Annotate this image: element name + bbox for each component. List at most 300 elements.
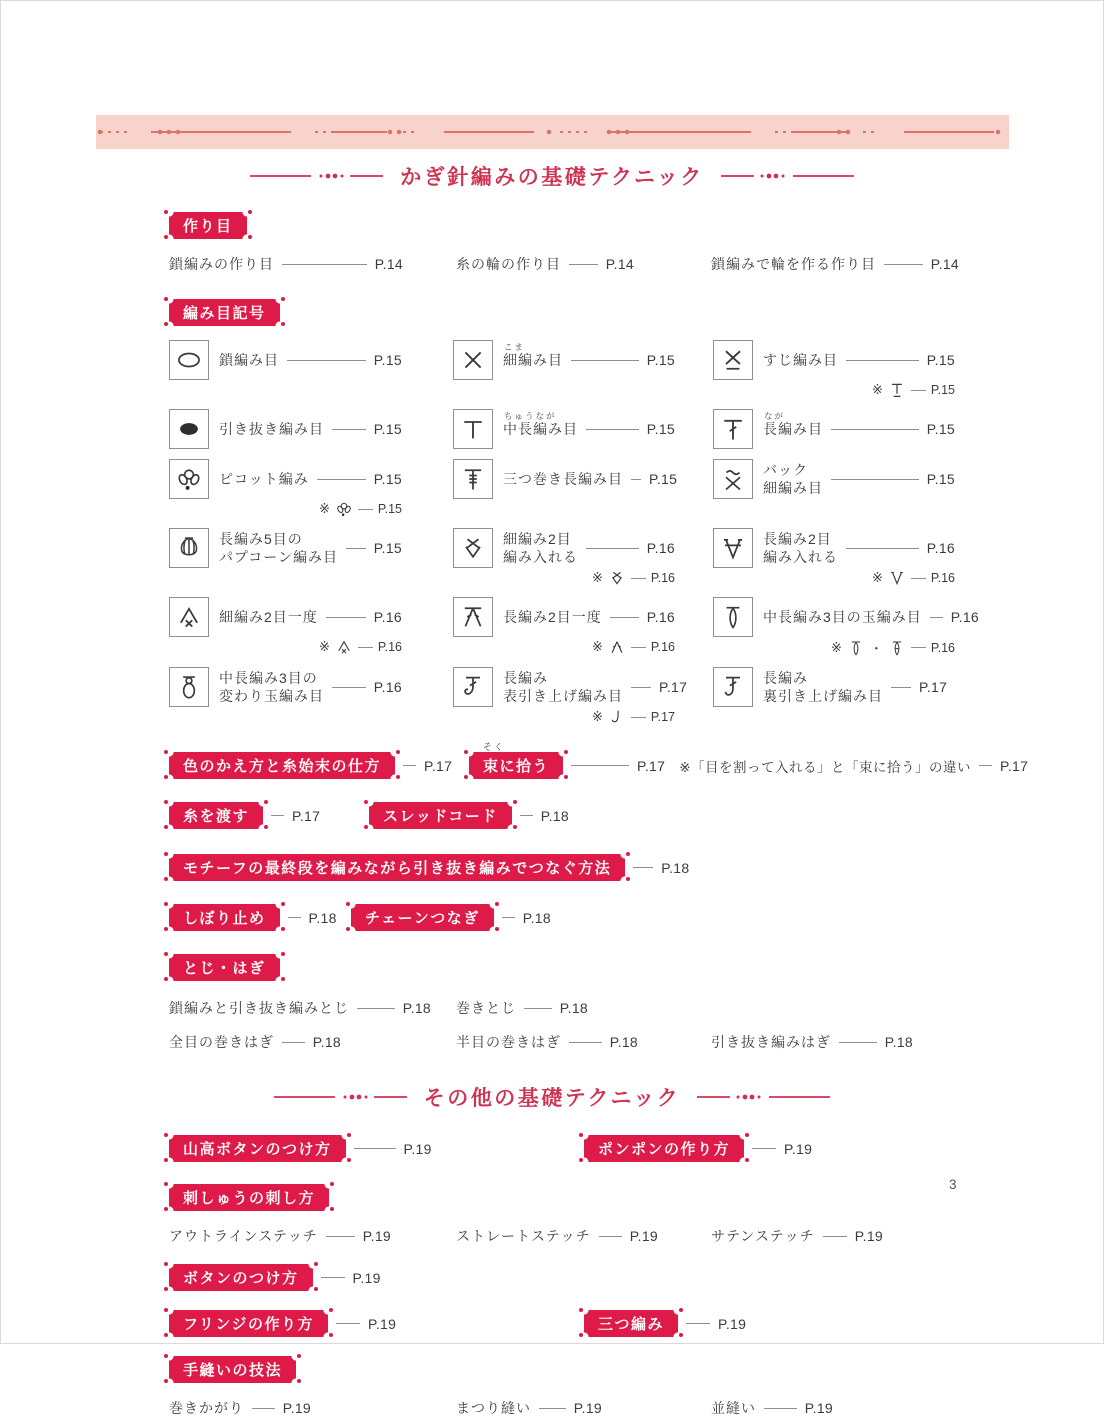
index-item <box>456 1226 658 1246</box>
badge-stitch-symbols <box>169 299 280 326</box>
stitch-label-line2: 変わり玉編み目 <box>219 688 324 704</box>
slip-stitch-icon <box>175 415 203 443</box>
stitch-label-line2: 表引き上げ編み目 <box>503 688 623 704</box>
leader-line <box>502 917 515 918</box>
page-ref: P.17 <box>637 757 666 774</box>
symbol-box <box>453 597 493 637</box>
leader-line <box>524 1008 552 1009</box>
technique-entry <box>169 854 689 881</box>
stitch-label: 細編み2目 <box>503 530 572 547</box>
note-prefix: ※ <box>871 570 883 585</box>
stitch-label: バック <box>763 461 808 478</box>
stitch-label-line2: パプコーン編み目 <box>219 549 339 565</box>
badge-label: ポンポンの作り方 <box>598 1141 731 1158</box>
leader-line <box>586 548 639 549</box>
leader-line <box>631 647 646 648</box>
technique-row-2 <box>169 802 961 829</box>
furigana: なが <box>764 410 786 421</box>
page-ref: P.14 <box>374 256 403 272</box>
leader-line <box>288 917 301 918</box>
leader-line <box>358 647 373 648</box>
dotted-line-ornament <box>96 115 1009 149</box>
badge-color-change <box>169 752 395 779</box>
stitch-entry-picot <box>169 459 453 518</box>
section1-title: かぎ針編みの基礎テクニック <box>400 166 704 189</box>
page-ref: P.15 <box>649 471 678 487</box>
leader-line <box>846 360 919 361</box>
badge-braid <box>584 1310 678 1337</box>
sc-2-together-icon <box>175 603 203 631</box>
symbol-note <box>503 569 675 587</box>
symbol-note <box>763 638 955 657</box>
badge-sew-button <box>169 1264 313 1291</box>
page-ref: P.18 <box>540 807 569 824</box>
badge-label: 束に拾う <box>483 758 550 775</box>
symbol-box <box>169 340 209 380</box>
item-label: ストレートステッチ <box>456 1228 591 1244</box>
picot-variant-icon <box>335 500 353 518</box>
technique-entry <box>369 802 569 829</box>
page-ref: P.16 <box>377 640 402 654</box>
stitch-label: 細編み目 <box>503 351 563 368</box>
section2-title: その他の基礎テクニック <box>423 1087 681 1110</box>
badge-label: 刺しゅうの刺し方 <box>183 1190 316 1207</box>
page-ref: P.19 <box>573 1400 602 1416</box>
leader-line <box>979 765 992 766</box>
technique-note <box>679 756 1028 776</box>
leader-line <box>823 1236 847 1237</box>
stitch-entry-triple-wrap-treble <box>453 459 713 518</box>
page-ref: P.16 <box>650 640 675 654</box>
symbol-note <box>503 708 675 726</box>
page-ref: P.16 <box>926 540 955 556</box>
page-ref: P.19 <box>282 1400 311 1416</box>
symbol-box <box>169 667 209 707</box>
technique-entry <box>584 1310 746 1337</box>
page-ref: P.16 <box>373 609 402 625</box>
stitch-label: ピコット編み <box>219 470 309 487</box>
leader-line <box>354 1148 396 1149</box>
leader-line <box>569 264 598 265</box>
title-ornament-left <box>273 1092 408 1102</box>
sc-2-together-variant-icon <box>335 638 353 656</box>
page-ref: P.15 <box>373 471 402 487</box>
symbol-box <box>169 528 209 568</box>
item-label: 鎖編みと引き抜き編みとじ <box>169 1000 349 1016</box>
ridge-half-double-crochet-icon <box>888 381 906 399</box>
badge-hand-sewing <box>169 1356 296 1383</box>
dc-2-in-one-variant-icon <box>888 569 906 587</box>
stitch-label: 細編み2目一度 <box>219 608 318 625</box>
note-prefix: ※ <box>318 501 330 516</box>
page-ref: P.15 <box>926 471 955 487</box>
note-prefix: ※ <box>871 382 883 397</box>
page-ref: P.18 <box>609 1034 638 1050</box>
stitch-label-line2: 裏引き上げ編み目 <box>763 688 883 704</box>
page-ref: P.17 <box>1000 757 1029 774</box>
technique-entry <box>169 1135 584 1162</box>
badge-label: 色のかえ方と糸始末の仕方 <box>183 758 382 775</box>
technique-entry <box>351 904 551 931</box>
technique-entry <box>169 752 469 779</box>
page-ref: P.15 <box>373 540 402 556</box>
badge-label: 三つ編み <box>598 1316 665 1333</box>
leader-line <box>539 1408 566 1409</box>
page-ref: P.17 <box>650 710 675 724</box>
section1-title-row <box>1 161 1103 191</box>
leader-line <box>633 867 653 868</box>
seaming-row-2 <box>169 1032 961 1052</box>
technique-row-3 <box>169 854 961 881</box>
stitch-label: 長編み目 <box>763 420 823 437</box>
page-ref: P.16 <box>646 540 675 556</box>
leader-line <box>321 1277 345 1278</box>
leader-line <box>332 687 366 688</box>
technique-entry <box>469 742 666 779</box>
stitch-entry-sc-2-together <box>169 597 453 657</box>
symbol-note <box>219 500 402 518</box>
symbol-box <box>169 459 209 499</box>
badge-join-motifs <box>169 854 625 881</box>
single-crochet-icon <box>459 346 487 374</box>
back-single-crochet-icon <box>719 465 747 493</box>
leader-line <box>336 1323 360 1324</box>
leader-line <box>282 1042 305 1043</box>
page-ref: P.19 <box>784 1140 813 1157</box>
page-ref: P.17 <box>659 679 688 695</box>
badge-dome-button <box>169 1135 346 1162</box>
item-label: 巻きとじ <box>456 1000 516 1016</box>
decorative-top-border <box>96 115 1009 149</box>
dc-2-together-variant-icon <box>608 638 626 656</box>
index-item <box>711 254 959 274</box>
picot-icon <box>175 465 203 493</box>
stitch-label: 長編み <box>763 669 808 686</box>
page-ref: P.18 <box>402 1000 431 1016</box>
note-text: ※「目を割って入れる」と「束に拾う」の違い <box>679 759 972 775</box>
badge-fringe <box>169 1310 328 1337</box>
item-label: 糸の輪の作り目 <box>456 256 561 272</box>
page-ref: P.18 <box>308 909 337 926</box>
note-separator: ・ <box>869 641 883 656</box>
symbol-note <box>763 381 955 399</box>
stitch-label: 三つ巻き長編み目 <box>503 470 623 487</box>
page-ref: P.18 <box>661 859 690 876</box>
leader-line <box>569 1042 602 1043</box>
stitch-label: 中長編み3目の <box>219 669 318 686</box>
stitch-label-line2: 編み入れる <box>763 549 838 565</box>
stitch-entry-chain <box>169 340 453 399</box>
triple-wrap-treble-icon <box>459 465 487 493</box>
symbol-box <box>713 667 753 707</box>
stitch-entry-dc-2-together <box>453 597 713 657</box>
furigana: ちゅうなが <box>504 410 557 421</box>
badge-label: とじ・はぎ <box>183 960 266 977</box>
page-ref: P.18 <box>312 1034 341 1050</box>
technique-entry <box>169 1310 584 1337</box>
leader-line <box>358 509 373 510</box>
stitch-entry-front-post-dc <box>453 667 713 726</box>
index-item <box>169 998 431 1018</box>
item-label: 半目の巻きはぎ <box>456 1034 561 1050</box>
stitch-label: 引き抜き編み目 <box>219 420 324 437</box>
page-ref: P.15 <box>377 502 402 516</box>
stitch-label: 長編み <box>503 669 548 686</box>
leader-line <box>831 429 919 430</box>
badge-label: 手縫いの技法 <box>183 1362 283 1379</box>
leader-line <box>326 617 366 618</box>
symbol-note <box>763 569 955 587</box>
page-ref: P.19 <box>403 1140 432 1157</box>
page-number: 3 <box>949 1177 957 1192</box>
chain-stitch-icon <box>175 346 203 374</box>
leader-line <box>571 765 629 766</box>
badge-drawstring-finish <box>169 904 280 931</box>
leader-line <box>839 1042 877 1043</box>
badge-carry-yarn <box>169 802 263 829</box>
page-ref: P.18 <box>522 909 551 926</box>
stitch-entry-slip-stitch <box>169 409 453 449</box>
hdc-3-cluster-variant-b-icon <box>888 639 906 657</box>
badge-pompom <box>584 1135 744 1162</box>
note-prefix: ※ <box>591 570 603 585</box>
ridge-single-crochet-icon <box>719 346 747 374</box>
stitch-label: 中長編み目 <box>503 420 578 437</box>
page-ref: P.16 <box>373 679 402 695</box>
sc-2-in-one-icon <box>459 534 487 562</box>
item-label: 鎖編みで輪を作る作り目 <box>711 256 876 272</box>
page-ref: P.15 <box>926 421 955 437</box>
page-ref: P.14 <box>930 256 959 272</box>
page-ref: P.19 <box>352 1269 381 1286</box>
index-item <box>711 1226 883 1246</box>
badge-embroidery <box>169 1184 329 1211</box>
stitch-label: 長編み5目の <box>219 530 303 547</box>
stitch-label: 鎖編み目 <box>219 351 279 368</box>
leader-line <box>846 548 919 549</box>
dc-2-together-icon <box>459 603 487 631</box>
badge-label: 糸を渡す <box>183 808 250 825</box>
leader-line <box>346 548 366 549</box>
hdc-3-cluster-icon <box>719 603 747 631</box>
leader-line <box>317 479 366 480</box>
badge-label: 山高ボタンのつけ方 <box>183 1141 332 1158</box>
leader-line <box>884 264 923 265</box>
symbol-note <box>219 638 402 656</box>
index-item <box>456 998 588 1018</box>
page-ref: P.19 <box>854 1228 883 1244</box>
item-label: サテンステッチ <box>711 1228 815 1244</box>
index-item <box>169 1226 391 1246</box>
leader-line <box>911 647 926 648</box>
leader-line <box>752 1148 776 1149</box>
section2-title-row <box>1 1082 1103 1112</box>
badge-seaming <box>169 954 280 981</box>
leader-line <box>831 479 919 480</box>
leader-line <box>357 1008 395 1009</box>
item-label: まつり縫い <box>456 1400 531 1416</box>
hdc-3-cluster-variant-a-icon <box>847 639 865 657</box>
note-prefix: ※ <box>318 639 330 654</box>
index-item <box>456 1032 638 1052</box>
stitch-entry-half-double-crochet <box>453 409 713 449</box>
technique-entry <box>169 802 369 829</box>
index-item <box>456 254 634 274</box>
badge-label: スレッドコード <box>383 808 498 825</box>
leader-line <box>571 360 639 361</box>
page-ref: P.18 <box>884 1034 913 1050</box>
item-label: 引き抜き編みはぎ <box>711 1034 831 1050</box>
leader-line <box>610 617 639 618</box>
stitch-label: 長編み2目一度 <box>503 608 602 625</box>
page-ref: P.15 <box>930 383 955 397</box>
page-ref: P.16 <box>650 571 675 585</box>
page-ref: P.17 <box>424 757 453 774</box>
item-label: 並縫い <box>711 1400 756 1416</box>
stitch-label: 長編み2目 <box>763 530 832 547</box>
symbol-box <box>713 340 753 380</box>
symbol-box <box>713 528 753 568</box>
index-item <box>169 254 403 274</box>
page-ref: P.16 <box>930 571 955 585</box>
symbol-box <box>453 409 493 449</box>
technique-row-4 <box>169 904 961 931</box>
item-label: 巻きかがり <box>169 1400 244 1416</box>
stitch-label-line2: 編み入れる <box>503 549 578 565</box>
hand-sewing-row <box>169 1398 961 1418</box>
page-ref: P.19 <box>804 1400 833 1416</box>
symbol-box <box>453 667 493 707</box>
leader-line <box>911 578 926 579</box>
leader-line <box>764 1408 797 1409</box>
other-row-3 <box>169 1310 961 1337</box>
page-ref: P.19 <box>368 1315 397 1332</box>
page-ref: P.15 <box>646 352 675 368</box>
leader-line <box>631 717 646 718</box>
leader-line <box>631 479 641 480</box>
leader-line <box>403 765 416 766</box>
page-ref: P.15 <box>373 421 402 437</box>
symbol-box <box>713 459 753 499</box>
technique-entry <box>584 1135 812 1162</box>
title-ornament-left <box>249 171 384 181</box>
symbol-box <box>713 409 753 449</box>
note-prefix: ※ <box>591 639 603 654</box>
technique-row-1 <box>169 742 1029 779</box>
leader-line <box>271 815 284 816</box>
page-ref: P.18 <box>559 1000 588 1016</box>
front-post-dc-variant-icon <box>608 708 626 726</box>
leader-line <box>891 687 911 688</box>
index-item <box>711 1032 913 1052</box>
popcorn-5dc-icon <box>175 534 203 562</box>
front-post-dc-icon <box>459 673 487 701</box>
symbol-note <box>503 638 675 656</box>
stitch-entry-back-single-crochet <box>713 459 961 518</box>
leader-line <box>586 429 639 430</box>
page-ref: P.16 <box>950 609 979 625</box>
badge-label: 編み目記号 <box>183 305 266 322</box>
leader-line <box>332 429 366 430</box>
leader-line <box>599 1236 622 1237</box>
page-ref: P.16 <box>646 609 675 625</box>
title-ornament-right <box>720 171 855 181</box>
page-ref: P.14 <box>605 256 634 272</box>
sc-2-in-one-variant-icon <box>608 569 626 587</box>
leader-line <box>287 360 366 361</box>
badge-label: しぼり止め <box>183 910 266 927</box>
leader-line <box>911 390 926 391</box>
stitch-entry-hdc-3-alt-cluster <box>169 667 453 726</box>
page-ref: P.16 <box>930 640 955 655</box>
double-crochet-icon <box>719 415 747 443</box>
badge-label: フリンジの作り方 <box>183 1316 315 1333</box>
stitch-label: すじ編み目 <box>763 351 838 368</box>
badge-thread-cord <box>369 802 512 829</box>
stitch-label-line2: 細編み目 <box>763 480 823 496</box>
index-item <box>169 1032 341 1052</box>
badge-pick-up-bundle <box>469 742 563 779</box>
leader-line <box>252 1408 275 1409</box>
page-ref: P.15 <box>373 352 402 368</box>
dc-2-in-one-icon <box>719 534 747 562</box>
furigana: そく <box>483 742 506 752</box>
badge-label: チェーンつなぎ <box>365 910 480 927</box>
leader-line <box>631 687 651 688</box>
index-item <box>456 1398 602 1418</box>
stitch-entry-dc-2-in-one <box>713 528 961 587</box>
back-post-dc-icon <box>719 673 747 701</box>
leader-line <box>631 578 646 579</box>
page-ref: P.17 <box>292 807 321 824</box>
stitch-entry-hdc-3-cluster <box>713 597 979 657</box>
stitch-entry-back-post-dc <box>713 667 961 726</box>
technique-entry <box>169 1264 381 1291</box>
half-double-crochet-icon <box>459 415 487 443</box>
stitch-entry-double-crochet <box>713 409 961 449</box>
badge-cast-on <box>169 212 247 239</box>
stitch-entry-single-crochet <box>453 340 713 399</box>
stitch-entry-popcorn <box>169 528 453 587</box>
technique-entry <box>169 904 351 931</box>
symbol-box <box>453 459 493 499</box>
stitch-entry-sc-2-in-one <box>453 528 713 587</box>
furigana: こま <box>504 341 526 352</box>
badge-chain-join <box>351 904 494 931</box>
cast-on-row <box>169 254 961 274</box>
leader-line <box>930 617 943 618</box>
stitch-entry-ridge-single-crochet <box>713 340 961 399</box>
note-prefix: ※ <box>591 709 603 724</box>
symbol-box <box>169 597 209 637</box>
page-ref: P.19 <box>362 1228 391 1244</box>
index-item <box>711 1398 833 1418</box>
hdc-3-alt-cluster-icon <box>175 673 203 701</box>
leader-line <box>326 1236 355 1237</box>
leader-line <box>686 1323 710 1324</box>
title-ornament-right <box>696 1092 831 1102</box>
badge-label: ボタンのつけ方 <box>183 1270 299 1287</box>
other-row-1 <box>169 1135 961 1162</box>
badge-label: 作り目 <box>183 218 233 235</box>
embroidery-row <box>169 1226 961 1246</box>
page-ref: P.19 <box>718 1315 747 1332</box>
leader-line <box>520 815 533 816</box>
symbol-box <box>169 409 209 449</box>
page-ref: P.19 <box>629 1228 658 1244</box>
item-label: 鎖編みの作り目 <box>169 256 274 272</box>
symbol-box <box>453 340 493 380</box>
